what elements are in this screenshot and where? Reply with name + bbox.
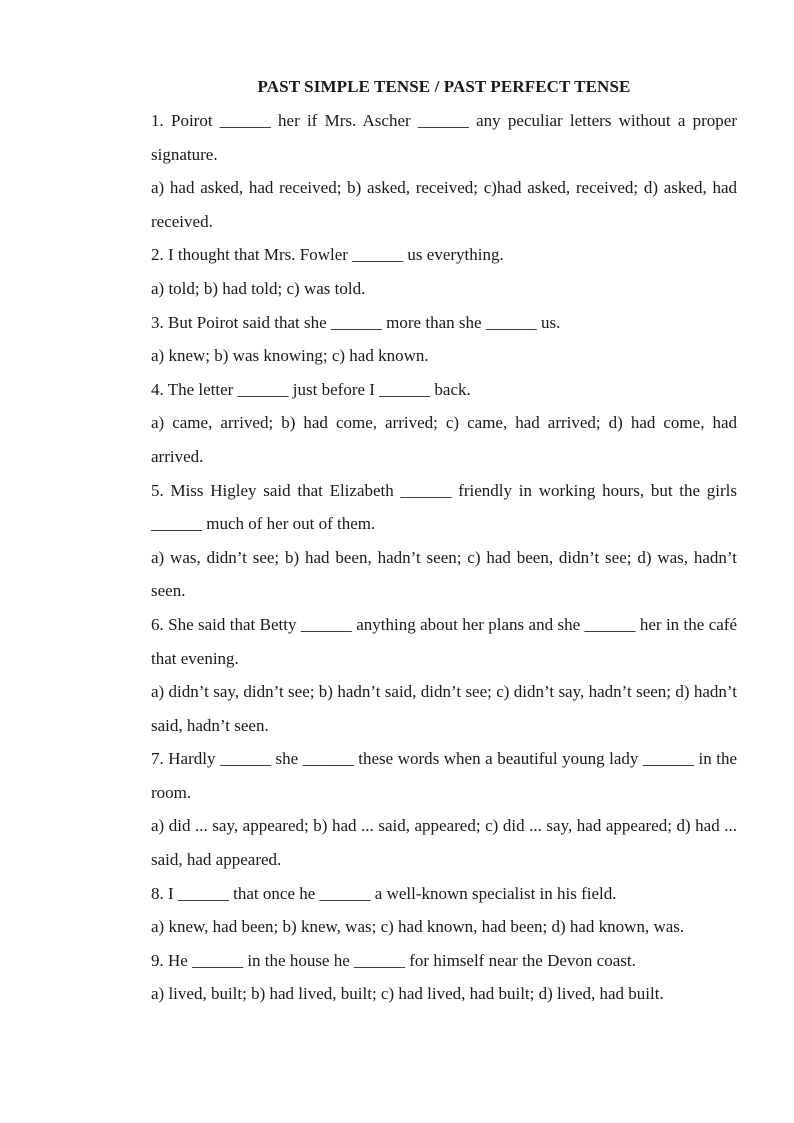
options-8: a) knew, had been; b) knew, was; c) had known, had been; d) had known, was. <box>151 917 685 937</box>
options-9: a) lived, built; b) had lived, built; c) had lived, had built; d) lived, had built. <box>151 984 664 1004</box>
question-3: 3. But Poirot said that she ______ more than she ______ us. <box>151 312 561 332</box>
options-4: a) came, arrived; b) had come, arrived; c) came, had arrived; d) had come, had arrived. <box>151 413 737 466</box>
worksheet-content <box>151 70 737 1011</box>
options-2: a) told; b) had told; c) was told. <box>151 278 366 298</box>
page-title: PAST SIMPLE TENSE / PAST PERFECT TENSE <box>257 77 631 96</box>
question-8: 8. I ______ that once he ______ a well-known specialist in his field. <box>151 883 617 903</box>
options-6: a) didn’t say, didn’t see; b) hadn’t said, didn’t see; c) didn’t say, hadn’t seen; d) hadn’t said, hadn’t seen. <box>151 682 737 735</box>
question-5: 5. Miss Higley said that Elizabeth ______ friendly in working hours, but the girls ______ much of her out of them. <box>151 480 737 534</box>
options-5: a) was, didn’t see; b) had been, hadn’t seen; c) had been, didn’t see; d) was, hadn’t seen. <box>151 547 737 601</box>
question-1: 1. Poirot ______ her if Mrs. Ascher ______ any peculiar letters without a proper signature. <box>151 111 737 164</box>
question-7: 7. Hardly ______ she ______ these words when a beautiful young lady ______ in the room. <box>151 749 737 802</box>
question-4: 4. The letter ______ just before I ______ back. <box>151 379 471 399</box>
question-2: 2. I thought that Mrs. Fowler ______ us everything. <box>151 245 504 265</box>
question-9: 9. He ______ in the house he ______ for himself near the Devon coast. <box>151 950 636 970</box>
options-1: a) had asked, had received; b) asked, received; c)had asked, received; d) asked, had received. <box>151 178 737 231</box>
options-7: a) did ... say, appeared; b) had ... said, appeared; c) did ... say, had appeared; d) had ... said, had appeared. <box>151 816 737 870</box>
question-6: 6. She said that Betty ______ anything about her plans and she ______ her in the café that evening. <box>151 614 737 668</box>
options-3: a) knew; b) was knowing; c) had known. <box>151 346 429 366</box>
